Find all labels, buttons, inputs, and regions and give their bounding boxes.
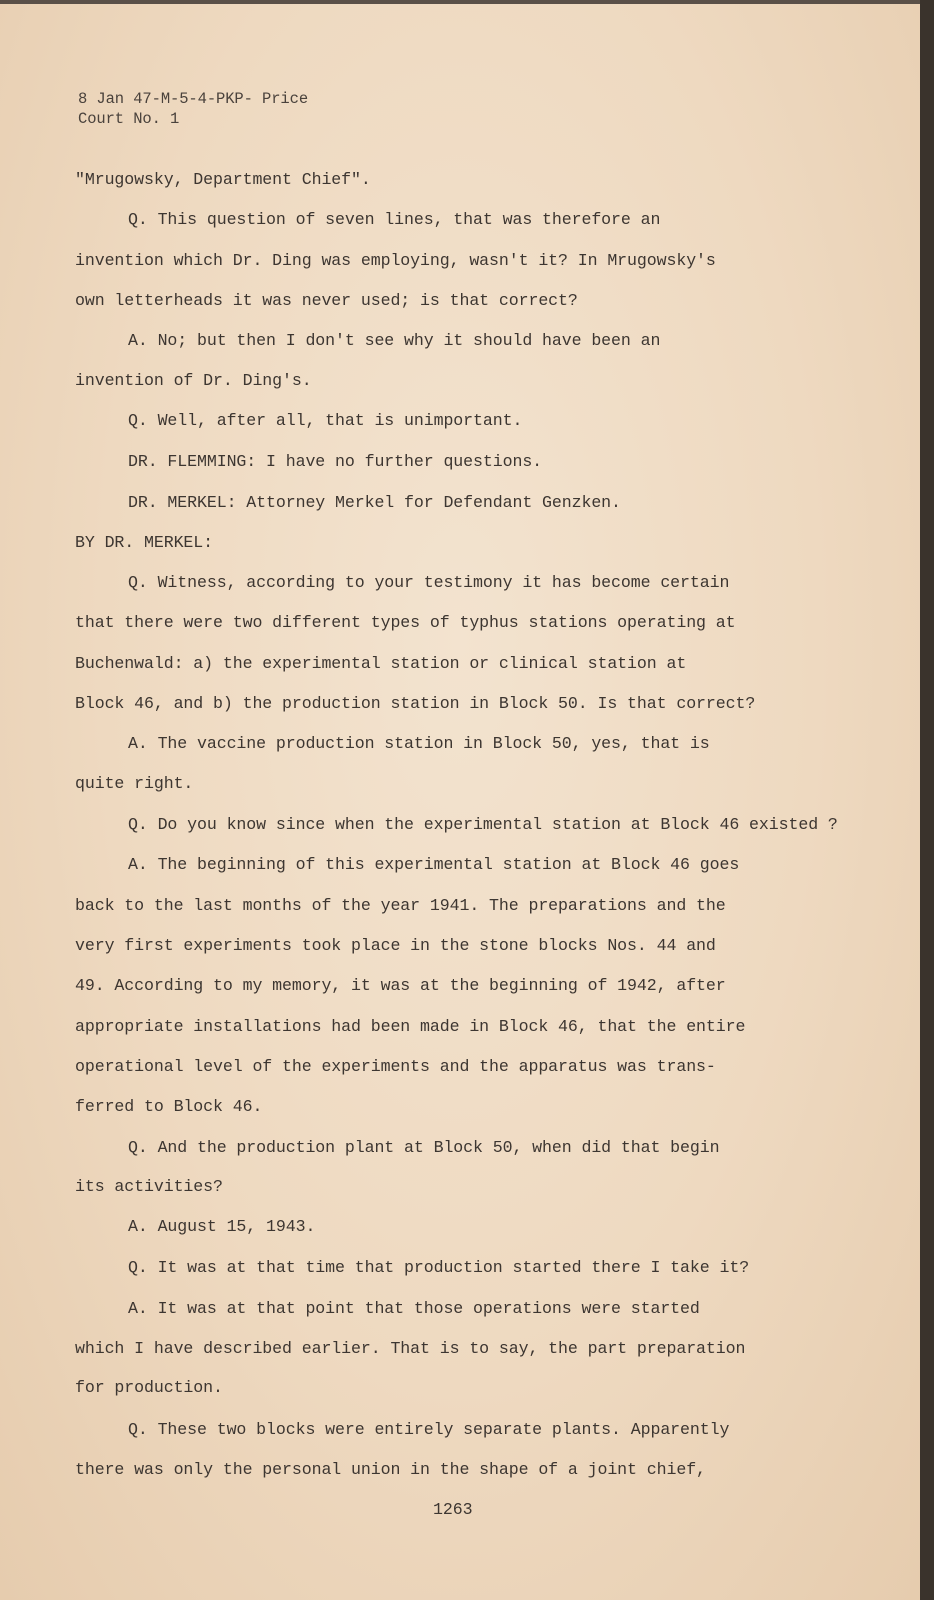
transcript-line: quite right.	[75, 774, 194, 793]
transcript-line: Q. These two blocks were entirely separate plants. Apparently	[128, 1420, 730, 1439]
transcript-line: A. August 15, 1943.	[128, 1217, 316, 1236]
transcript-line: A. It was at that point that those operations were started	[128, 1299, 700, 1318]
transcript-line: BY DR. MERKEL:	[75, 533, 214, 552]
transcript-line: 49. According to my memory, it was at the beginning of 1942, after	[75, 976, 726, 995]
transcript-line: Block 46, and b) the production station in Block 50. Is that correct?	[75, 694, 756, 713]
transcript-line: that there were two different types of typhus stations operating at	[75, 613, 736, 632]
transcript-line: there was only the personal union in the shape of a joint chief,	[75, 1460, 706, 1479]
transcript-line: "Mrugowsky, Department Chief".	[75, 170, 371, 189]
transcript-line: A. The beginning of this experimental station at Block 46 goes	[128, 855, 740, 874]
transcript-line: ferred to Block 46.	[75, 1097, 263, 1116]
transcript-line: very first experiments took place in the stone blocks Nos. 44 and	[75, 936, 716, 955]
transcript-line: invention of Dr. Ding's.	[75, 371, 312, 390]
transcript-line: Q. And the production plant at Block 50, when did that begin	[128, 1138, 720, 1157]
transcript-line: operational level of the experiments and the apparatus was trans-	[75, 1057, 716, 1076]
transcript-line: Q. It was at that time that production started there I take it?	[128, 1258, 750, 1277]
page-number: 1263	[433, 1500, 473, 1519]
transcript-line: its activities?	[75, 1177, 223, 1196]
transcript-line: back to the last months of the year 1941. The preparations and the	[75, 896, 726, 915]
transcript-line: for production.	[75, 1378, 223, 1397]
header-line-1: 8 Jan 47-M-5-4-PKP- Price	[78, 90, 309, 108]
transcript-line: Q. This question of seven lines, that was therefore an	[128, 210, 661, 229]
transcript-line: DR. MERKEL: Attorney Merkel for Defendant Genzken.	[128, 493, 621, 512]
transcript-line: invention which Dr. Ding was employing, wasn't it? In Mrugowsky's	[75, 251, 716, 270]
transcript-line: Buchenwald: a) the experimental station or clinical station at	[75, 654, 687, 673]
transcript-line: which I have described earlier. That is to say, the part preparation	[75, 1339, 746, 1358]
transcript-line: Q. Do you know since when the experimental station at Block 46 existed ?	[128, 815, 838, 834]
transcript-line: own letterheads it was never used; is that correct?	[75, 291, 578, 310]
transcript-line: A. The vaccine production station in Block 50, yes, that is	[128, 734, 710, 753]
transcript-line: appropriate installations had been made in Block 46, that the entire	[75, 1017, 746, 1036]
transcript-line: DR. FLEMMING: I have no further questions.	[128, 452, 543, 471]
transcript-line: A. No; but then I don't see why it should have been an	[128, 331, 661, 350]
transcript-line: Q. Well, after all, that is unimportant.	[128, 411, 523, 430]
header-line-2: Court No. 1	[78, 110, 180, 128]
transcript-line: Q. Witness, according to your testimony it has become certain	[128, 573, 730, 592]
